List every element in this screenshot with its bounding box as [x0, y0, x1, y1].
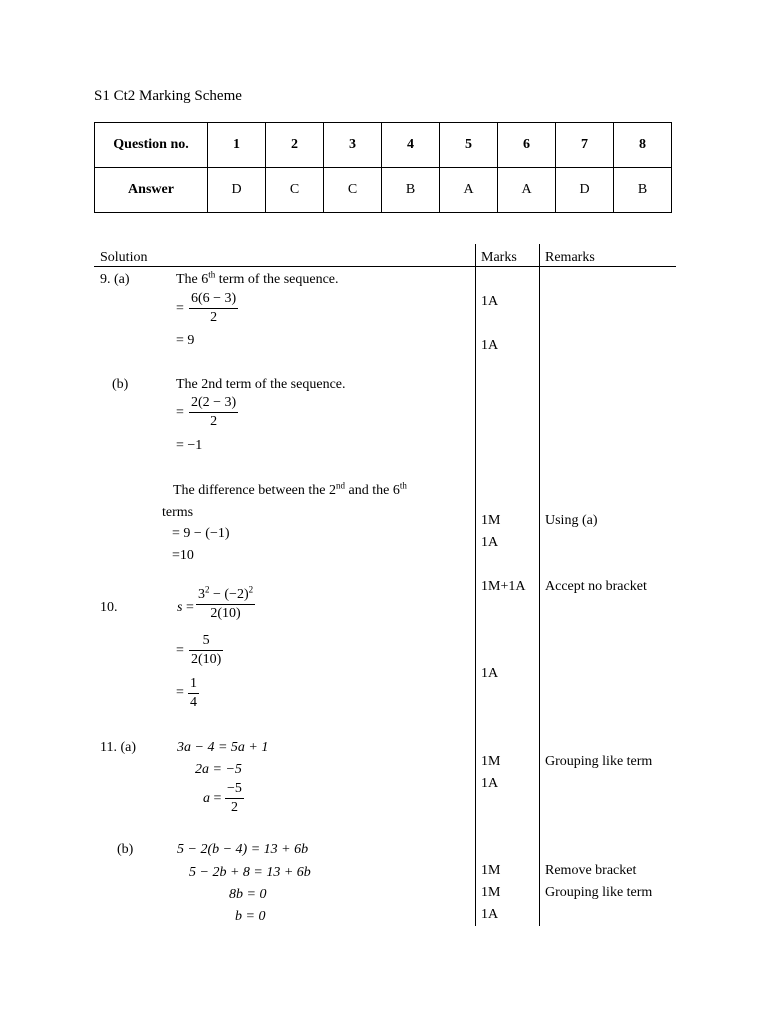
- q9a-fraction-denominator: 2: [189, 308, 238, 325]
- question-number-cell: 2: [266, 123, 324, 168]
- q10-fraction-1-numerator: $3^2 - (-2)^2$: [198, 584, 254, 602]
- answer-table-answer-row: [95, 168, 672, 213]
- answer-cell: A: [440, 168, 498, 213]
- answer-cell: B: [382, 168, 440, 213]
- question-number-cell: 1: [208, 123, 266, 168]
- q11a-mark-2: 1A: [481, 776, 499, 791]
- q11a-a-equals: a =: [203, 791, 222, 806]
- q9b-result: = −1: [176, 438, 203, 453]
- q9b-difference-step: = 9 − (−1): [172, 526, 230, 541]
- answer-cell: D: [556, 168, 614, 213]
- q11a-line-2: 2a = −5: [195, 762, 242, 777]
- answer-table-header-row: [95, 123, 672, 168]
- question-number-cell: 7: [556, 123, 614, 168]
- answer-cell: B: [614, 168, 672, 213]
- question-number-cell: 6: [498, 123, 556, 168]
- equals-sign: =: [176, 301, 184, 316]
- q9a-fraction-numerator: 6(6 − 3): [191, 291, 237, 306]
- q9b-fraction-denominator: 2: [189, 412, 238, 429]
- q10-label: 10.: [100, 600, 118, 615]
- q10-fraction-3-denominator: 4: [190, 695, 197, 710]
- q9b-label: (b): [112, 377, 129, 392]
- q11a-fraction-denominator: 2: [225, 798, 244, 815]
- q10-fraction-1: [196, 584, 255, 621]
- q9b-difference-statement: The difference between the 2nd and the 6th: [173, 480, 407, 498]
- q10-mark-2: 1A: [481, 666, 499, 681]
- q10-fraction-2: [189, 634, 223, 667]
- q11b-remark-2: Grouping like term: [545, 885, 653, 900]
- question-number-cell: 4: [382, 123, 440, 168]
- q11b-mark-2: 1M: [481, 885, 501, 900]
- q11b-label: (b): [117, 842, 134, 857]
- q11a-fraction: [225, 782, 244, 815]
- answer-label: Answer: [95, 168, 208, 213]
- q9a-mark-1: 1A: [481, 294, 499, 309]
- q10-fraction-1-denominator: 2(10): [196, 604, 255, 621]
- header-divider: [94, 266, 676, 267]
- q11b-line-2: 5 − 2b + 8 = 13 + 6b: [189, 865, 311, 880]
- q11b-line-3: 8b = 0: [229, 887, 267, 902]
- q9b-fraction: [189, 396, 238, 429]
- equals-sign: =: [176, 643, 184, 658]
- q9b-difference-line2: terms: [162, 505, 194, 520]
- q9b-mark-1: 1M: [481, 513, 501, 528]
- q11a-remark-1: Grouping like term: [545, 754, 653, 769]
- answer-cell: C: [266, 168, 324, 213]
- marks-header: Marks: [481, 250, 517, 265]
- solution-header: Solution: [100, 250, 148, 265]
- q11b-mark-1: 1M: [481, 863, 501, 878]
- q11b-line-1: 5 − 2(b − 4) = 13 + 6b: [177, 842, 309, 857]
- q11a-label: 11. (a): [100, 740, 137, 755]
- question-number-cell: 3: [324, 123, 382, 168]
- q11b-mark-3: 1A: [481, 907, 499, 922]
- question-number-cell: 5: [440, 123, 498, 168]
- answer-table: [94, 122, 672, 213]
- q10-mark-1: 1M+1A: [481, 579, 526, 594]
- q10-s-equals: s =: [177, 600, 194, 615]
- q9a-result: = 9: [176, 333, 195, 348]
- equals-sign: =: [176, 685, 184, 700]
- q11a-line-1: 3a − 4 = 5a + 1: [177, 740, 269, 755]
- document-title: S1 Ct2 Marking Scheme: [94, 88, 242, 104]
- q11b-remark-1: Remove bracket: [545, 863, 637, 878]
- q9b-fraction-numerator: 2(2 − 3): [191, 395, 237, 410]
- q10-remark-1: Accept no bracket: [545, 579, 647, 594]
- marks-column-divider: [475, 244, 476, 926]
- q9b-remark-1: Using (a): [545, 513, 598, 528]
- answer-cell: D: [208, 168, 266, 213]
- question-number-cell: 8: [614, 123, 672, 168]
- q11b-line-4: b = 0: [235, 909, 266, 924]
- q10-fraction-2-numerator: 5: [202, 633, 210, 648]
- q10-fraction-3-numerator: 1: [190, 676, 197, 691]
- remarks-column-divider: [539, 244, 540, 926]
- q9b-mark-2: 1A: [481, 535, 499, 550]
- equals-sign: =: [176, 405, 184, 420]
- q10-fraction-3: [188, 677, 199, 710]
- q9a-mark-2: 1A: [481, 338, 499, 353]
- question-no-label: Question no.: [95, 123, 208, 168]
- q9a-fraction: [189, 292, 238, 325]
- q10-fraction-2-denominator: 2(10): [191, 652, 222, 667]
- q9a-statement: The 6th term of the sequence.: [176, 269, 339, 287]
- q11a-fraction-numerator: −5: [227, 781, 242, 796]
- q9a-label: 9. (a): [100, 272, 130, 287]
- answer-cell: A: [498, 168, 556, 213]
- q11a-mark-1: 1M: [481, 754, 501, 769]
- q9b-difference-result: =10: [172, 548, 194, 563]
- answer-cell: C: [324, 168, 382, 213]
- q9b-statement: The 2nd term of the sequence.: [176, 377, 346, 392]
- remarks-header: Remarks: [545, 250, 595, 265]
